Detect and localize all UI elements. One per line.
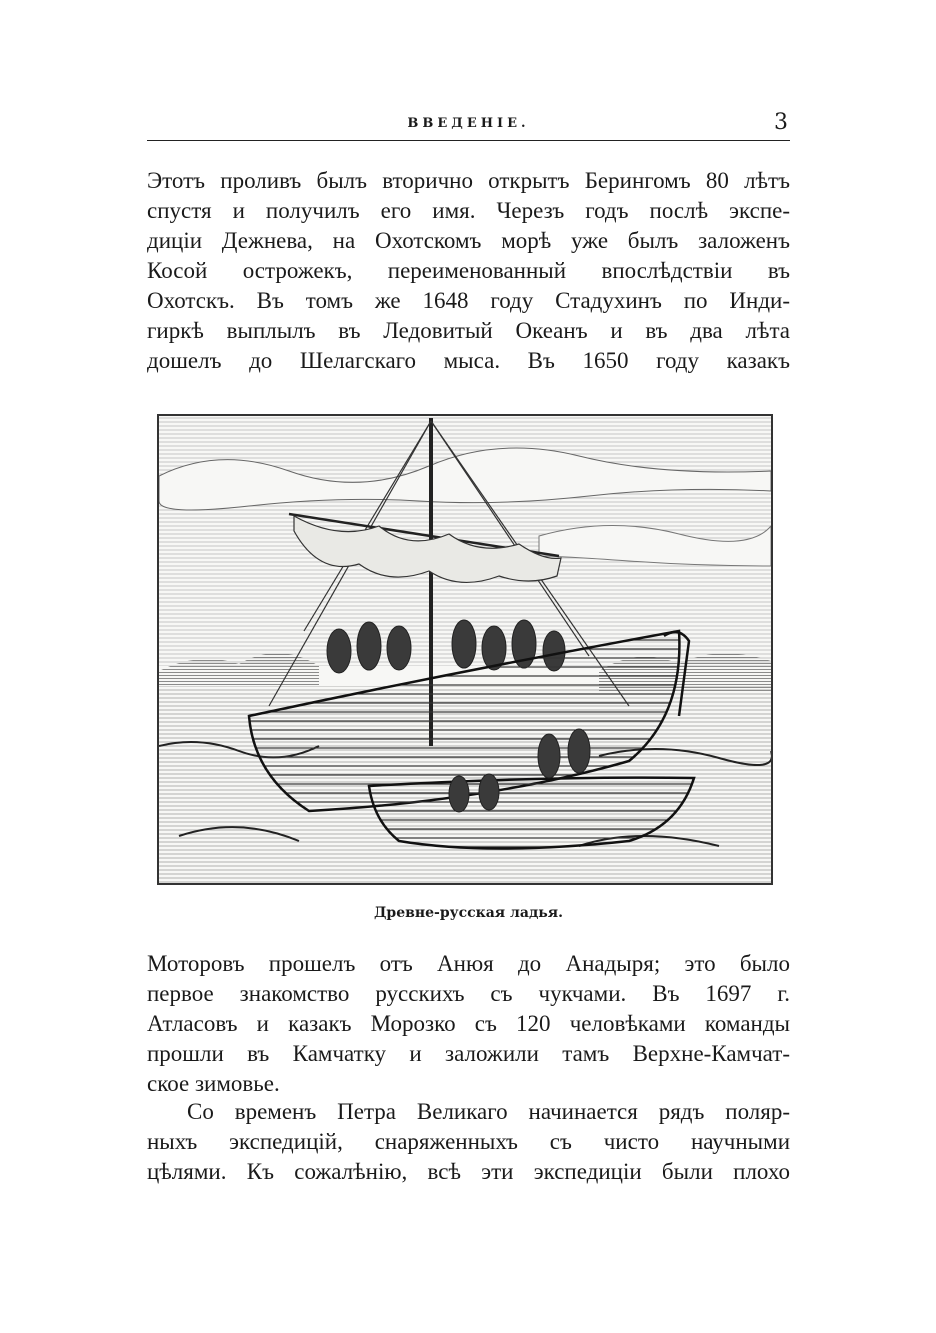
- text-line: дошелъ до Шелагскаго мыса. Въ 1650 году казакъ: [147, 348, 790, 373]
- ship-engraving-drawing: [159, 416, 771, 883]
- text-line: прошли въ Камчатку и заложили тамъ Верхне-Камчат-: [147, 1041, 790, 1066]
- text-line: гиркѣ выплылъ въ Ледовитый Океанъ и въ два лѣта: [147, 318, 790, 343]
- text-line: Косой острожекъ, переименованный впослѣдствіи въ: [147, 258, 790, 283]
- text-line: ское зимовье.: [147, 1071, 280, 1096]
- figure-caption: Древне-русская ладья.: [373, 905, 564, 921]
- text-line: первое знакомство русскихъ съ чукчами. Въ 1697 г.: [147, 981, 790, 1006]
- ship-engraving: [157, 414, 773, 885]
- text-line: Моторовъ прошелъ отъ Анюя до Анадыря; это было: [147, 951, 790, 976]
- paragraph-1: [147, 166, 790, 376]
- text-line: ныхъ экспедицій, снаряженныхъ съ чисто научными: [147, 1129, 790, 1154]
- text-line: диціи Дежнева, на Охотскомъ морѣ уже былъ заложенъ: [147, 228, 790, 253]
- text-line: Охотскъ. Въ томъ же 1648 году Стадухинъ по Инди-: [147, 288, 790, 313]
- text-line: Этотъ проливъ былъ вторично открытъ Берингомъ 80 лѣтъ: [147, 168, 790, 193]
- paragraph-2: [147, 949, 790, 1099]
- page-header: [147, 112, 790, 142]
- text-line: Со временъ Петра Великаго начинается рядъ поляр-: [187, 1099, 790, 1124]
- running-head: ВВЕДЕНІЕ.: [407, 116, 530, 131]
- page-number: 3: [774, 110, 788, 135]
- text-line: Атласовъ и казакъ Морозко съ 120 человѣками команды: [147, 1011, 790, 1036]
- text-line: спустя и получилъ его имя. Черезъ годъ послѣ экспе-: [147, 198, 790, 223]
- paragraph-3: [147, 1097, 790, 1187]
- header-rule: [147, 140, 790, 141]
- text-line: цѣлями. Къ сожалѣнію, всѣ эти экспедиціи были плохо: [147, 1159, 790, 1184]
